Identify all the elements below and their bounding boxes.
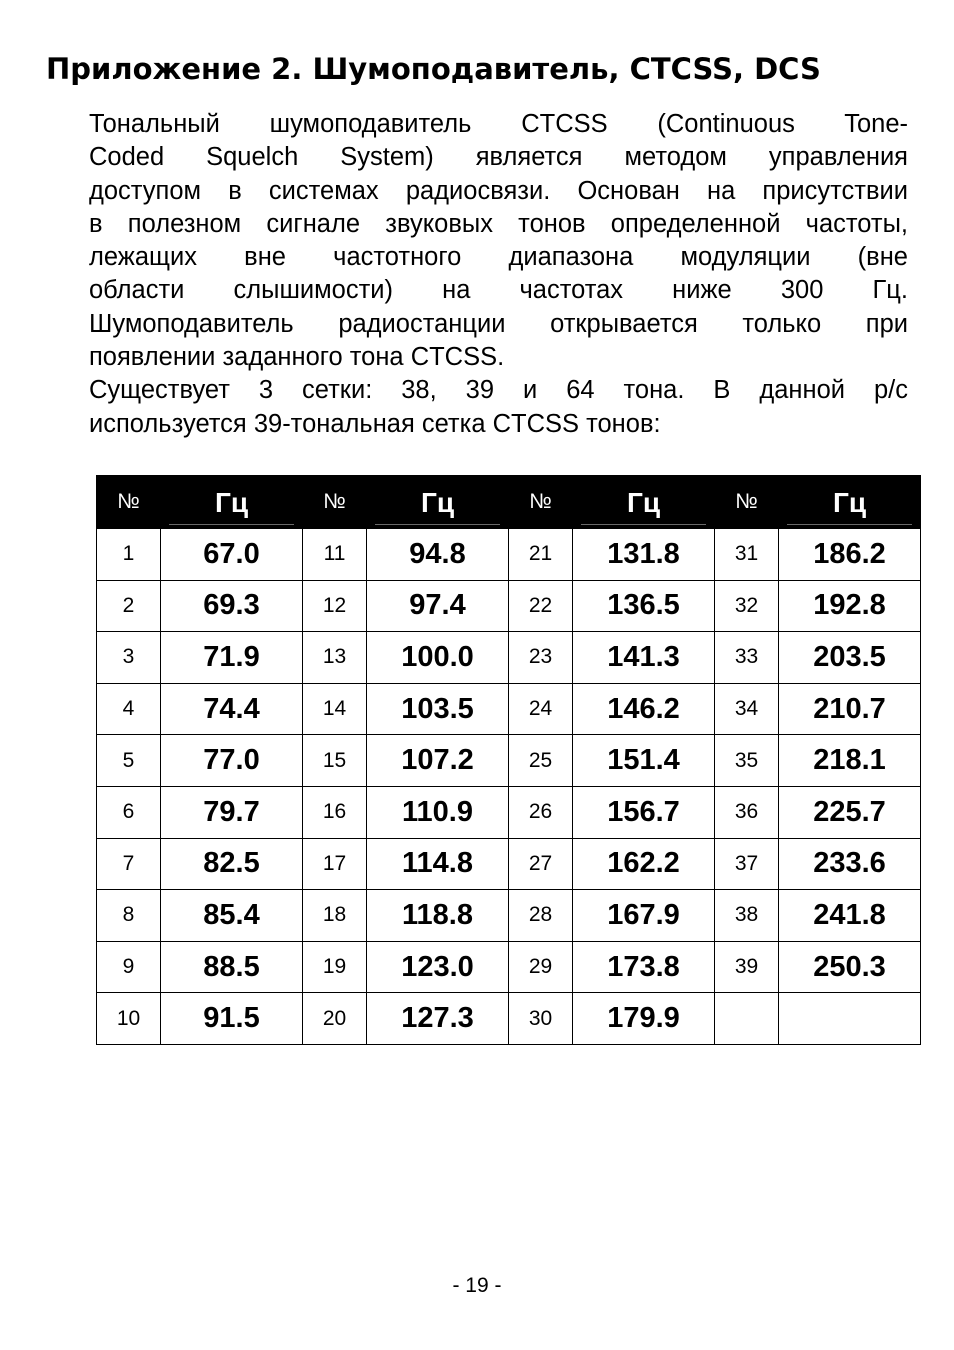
- header-num: №: [509, 476, 573, 529]
- tone-frequency: 218.1: [779, 735, 921, 787]
- tone-number: 34: [715, 683, 779, 735]
- tone-number: 35: [715, 735, 779, 787]
- tone-frequency: 192.8: [779, 580, 921, 632]
- tone-frequency: 203.5: [779, 632, 921, 684]
- table-row: [97, 838, 921, 890]
- page-heading: Приложение 2. Шумоподавитель, CTCSS, DCS: [46, 52, 821, 86]
- text-line: Существует 3 сетки: 38, 39 и 64 тона. В данной р/с: [89, 376, 908, 405]
- table-row: [97, 580, 921, 632]
- tone-number: 14: [303, 683, 367, 735]
- tone-frequency: 141.3: [573, 632, 715, 684]
- tone-frequency: 91.5: [161, 993, 303, 1045]
- header-hz-label: Гц: [787, 479, 912, 525]
- tone-number: [715, 993, 779, 1045]
- tone-frequency: 88.5: [161, 941, 303, 993]
- body-text: [89, 108, 908, 441]
- header-num: №: [715, 476, 779, 529]
- tone-frequency: 118.8: [367, 890, 509, 942]
- text-line: доступом в системах радиосвязи. Основан на присутствии: [89, 176, 908, 205]
- tone-frequency: 85.4: [161, 890, 303, 942]
- tone-frequency: 186.2: [779, 529, 921, 581]
- tone-frequency: 69.3: [161, 580, 303, 632]
- tone-frequency: 173.8: [573, 941, 715, 993]
- tone-number: 17: [303, 838, 367, 890]
- tone-number: 31: [715, 529, 779, 581]
- tone-number: 20: [303, 993, 367, 1045]
- tone-number: 38: [715, 890, 779, 942]
- text-line: в полезном сигнале звуковых тонов определенной частоты,: [89, 209, 908, 238]
- table-row: [97, 735, 921, 787]
- tone-frequency: 167.9: [573, 890, 715, 942]
- tone-number: 36: [715, 786, 779, 838]
- tone-frequency: 225.7: [779, 786, 921, 838]
- tone-frequency: 94.8: [367, 529, 509, 581]
- table-row: [97, 890, 921, 942]
- tone-number: 16: [303, 786, 367, 838]
- tone-number: 23: [509, 632, 573, 684]
- tone-number: 29: [509, 941, 573, 993]
- text-line: Тональный шумоподавитель CTCSS (Continuous Tone-: [89, 110, 908, 138]
- tone-number: 6: [97, 786, 161, 838]
- header-hz-label: Гц: [581, 479, 706, 525]
- tone-number: 1: [97, 529, 161, 581]
- tone-frequency: 210.7: [779, 683, 921, 735]
- tone-number: 30: [509, 993, 573, 1045]
- table-row: [97, 993, 921, 1045]
- tone-number: 15: [303, 735, 367, 787]
- tone-number: 5: [97, 735, 161, 787]
- tone-frequency: 114.8: [367, 838, 509, 890]
- tone-frequency: 241.8: [779, 890, 921, 942]
- tone-number: 7: [97, 838, 161, 890]
- tone-number: 28: [509, 890, 573, 942]
- tone-number: 13: [303, 632, 367, 684]
- tone-frequency: 127.3: [367, 993, 509, 1045]
- header-hz: [367, 476, 509, 529]
- text-line: лежащих вне частотного диапазона модуляции (вне: [89, 243, 908, 272]
- tone-number: 8: [97, 890, 161, 942]
- tone-number: 4: [97, 683, 161, 735]
- tone-frequency: 123.0: [367, 941, 509, 993]
- tone-frequency: 179.9: [573, 993, 715, 1045]
- table-row: [97, 683, 921, 735]
- tone-frequency: 162.2: [573, 838, 715, 890]
- tone-frequency: 156.7: [573, 786, 715, 838]
- tone-number: 2: [97, 580, 161, 632]
- header-hz-label: Гц: [375, 479, 500, 525]
- tone-frequency: 151.4: [573, 735, 715, 787]
- tone-number: 39: [715, 941, 779, 993]
- tone-frequency: 146.2: [573, 683, 715, 735]
- text-line: Coded Squelch System) является методом управления: [89, 143, 908, 172]
- tone-frequency: 103.5: [367, 683, 509, 735]
- header-hz: [779, 476, 921, 529]
- tone-frequency: 77.0: [161, 735, 303, 787]
- tone-number: 24: [509, 683, 573, 735]
- table-body: [97, 529, 921, 1045]
- tone-frequency: 67.0: [161, 529, 303, 581]
- tone-frequency: 131.8: [573, 529, 715, 581]
- tone-number: 12: [303, 580, 367, 632]
- tone-number: 21: [509, 529, 573, 581]
- text-line: Шумоподавитель радиостанции открывается только при: [89, 309, 908, 338]
- tone-number: 27: [509, 838, 573, 890]
- table-row: [97, 941, 921, 993]
- tone-number: 26: [509, 786, 573, 838]
- table-header-row: [97, 476, 921, 529]
- tone-number: 32: [715, 580, 779, 632]
- tone-frequency: 74.4: [161, 683, 303, 735]
- table-row: [97, 632, 921, 684]
- table-row: [97, 786, 921, 838]
- tone-number: 10: [97, 993, 161, 1045]
- tone-number: 11: [303, 529, 367, 581]
- header-num: №: [97, 476, 161, 529]
- tone-frequency: 250.3: [779, 941, 921, 993]
- tone-number: 19: [303, 941, 367, 993]
- header-hz: [573, 476, 715, 529]
- tone-frequency: 71.9: [161, 632, 303, 684]
- tone-frequency: [779, 993, 921, 1045]
- tone-number: 25: [509, 735, 573, 787]
- text-line: используется 39-тональная сетка CTCSS тонов:: [89, 409, 661, 438]
- header-num: №: [303, 476, 367, 529]
- header-hz-label: Гц: [169, 479, 294, 525]
- tone-frequency: 233.6: [779, 838, 921, 890]
- tone-number: 18: [303, 890, 367, 942]
- tone-frequency: 136.5: [573, 580, 715, 632]
- tone-number: 9: [97, 941, 161, 993]
- tone-frequency: 107.2: [367, 735, 509, 787]
- tone-number: 37: [715, 838, 779, 890]
- tone-number: 22: [509, 580, 573, 632]
- tone-number: 33: [715, 632, 779, 684]
- table-row: [97, 529, 921, 581]
- page-number: - 19 -: [452, 1274, 502, 1297]
- text-line: области слышимости) на частотах ниже 300 Гц.: [89, 276, 908, 305]
- header-hz: [161, 476, 303, 529]
- tone-frequency: 100.0: [367, 632, 509, 684]
- tone-frequency: 79.7: [161, 786, 303, 838]
- ctcss-tone-table: [96, 475, 921, 1045]
- tone-number: 3: [97, 632, 161, 684]
- tone-frequency: 110.9: [367, 786, 509, 838]
- tone-frequency: 82.5: [161, 838, 303, 890]
- text-line: появлении заданного тона CTCSS.: [89, 343, 505, 372]
- tone-frequency: 97.4: [367, 580, 509, 632]
